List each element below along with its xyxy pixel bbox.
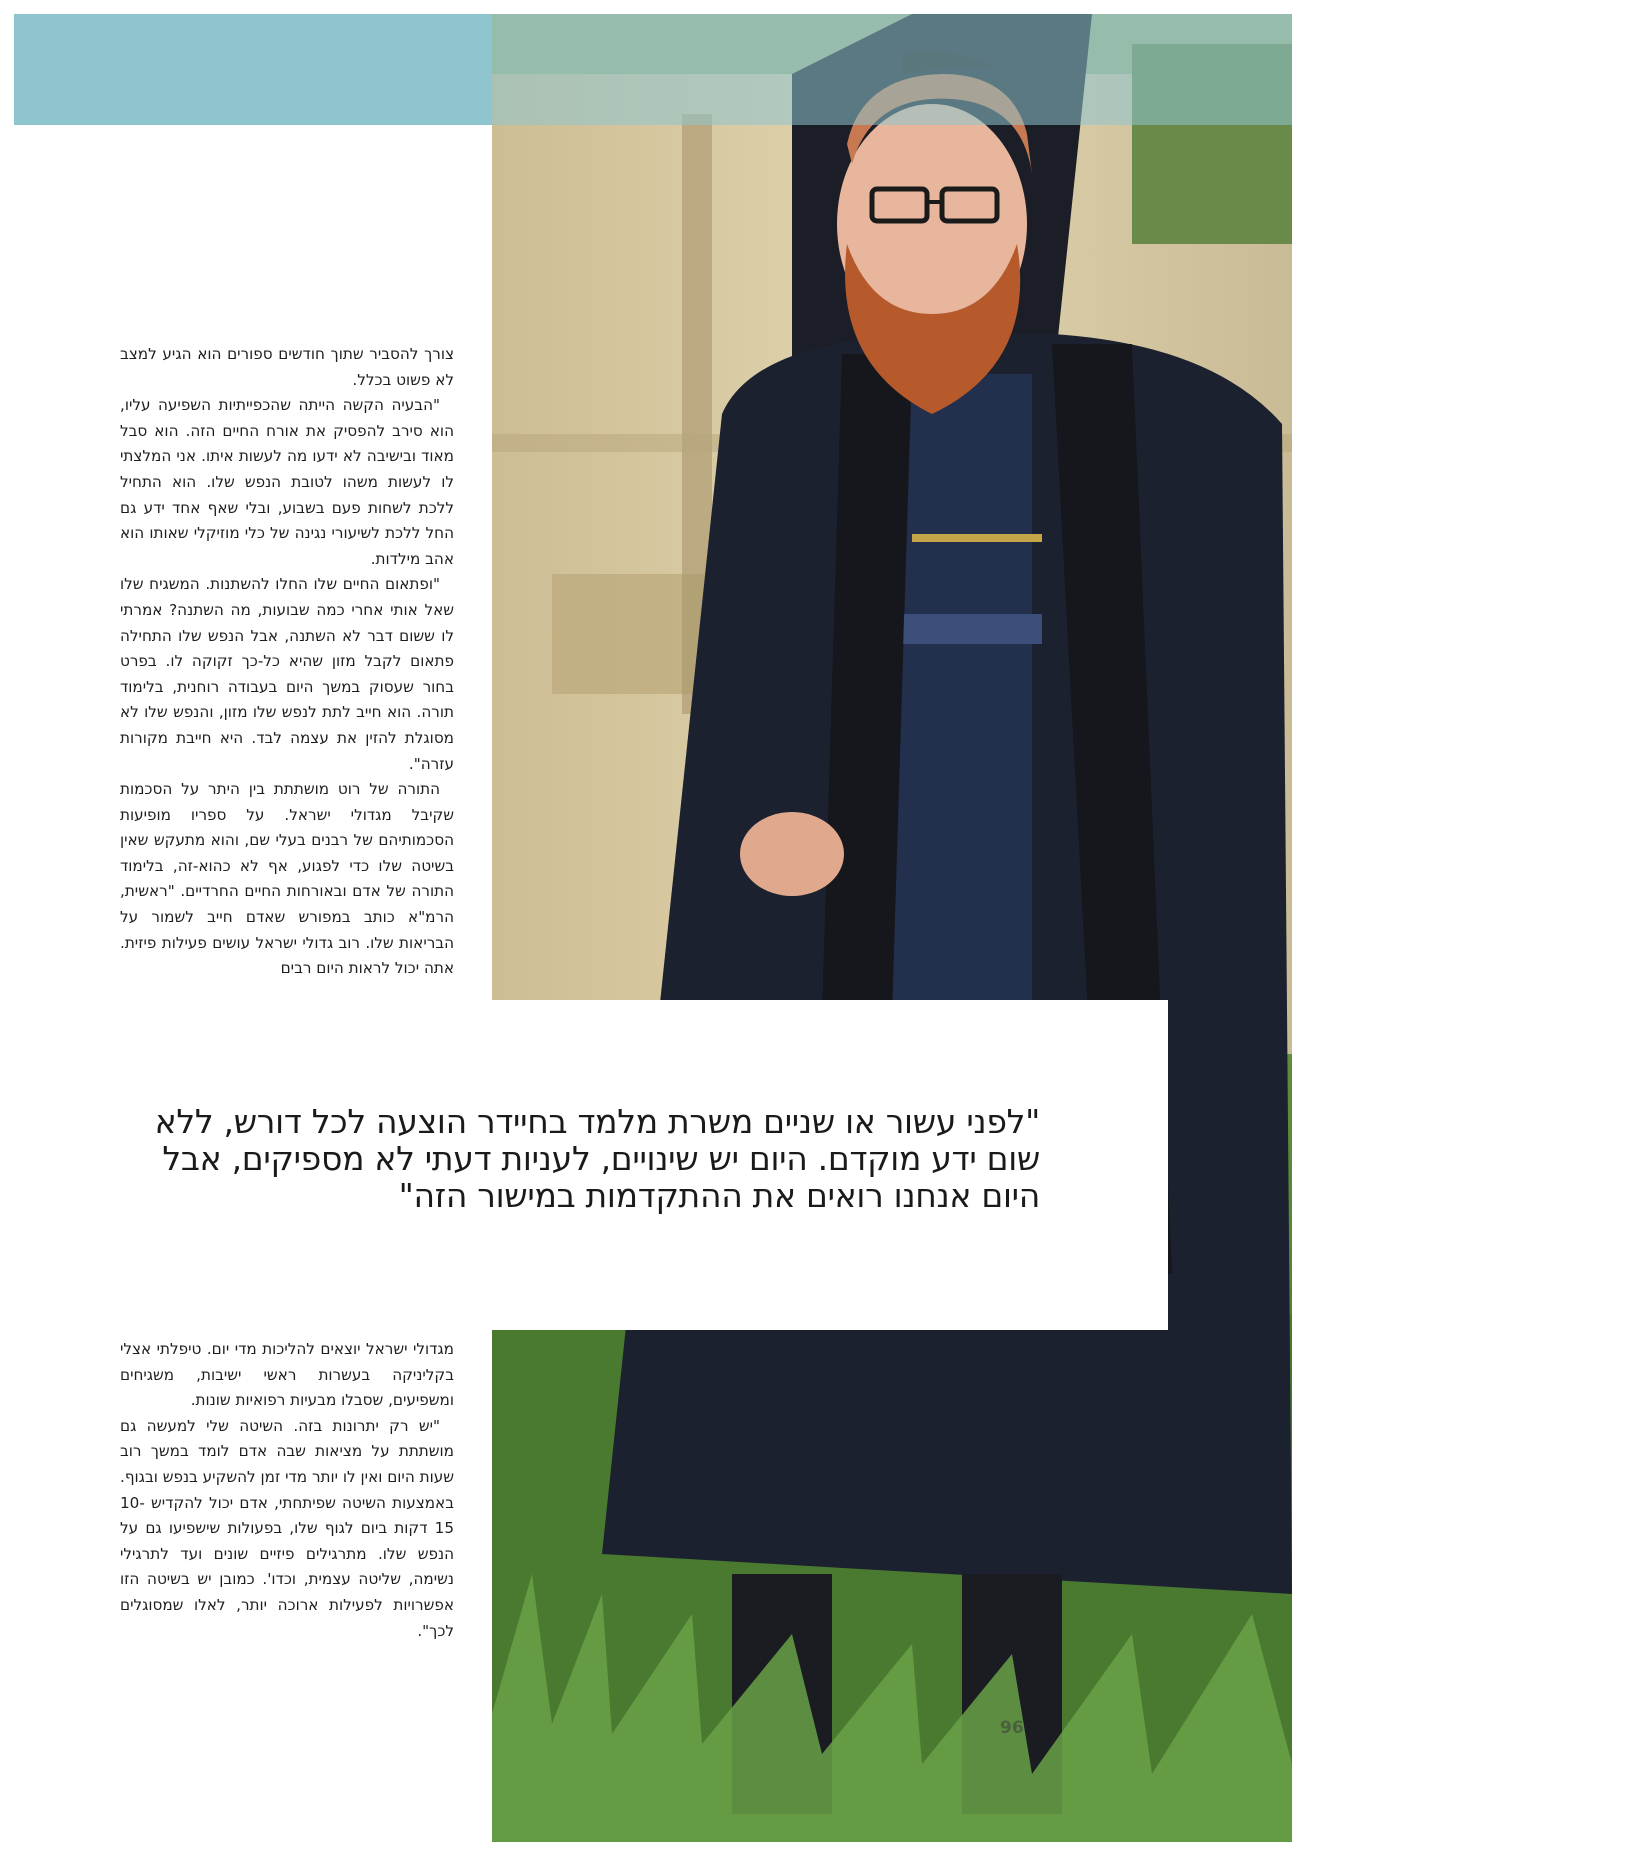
portrait-photo <box>492 14 1292 1842</box>
paragraph: "ופתאום החיים שלו החלו להשתנות. המשגיח שלו שאל אותי אחרי כמה שבועות, מה השתנה? אמרתי לו ששום דבר לא השתנה, אבל הנפש שלו התחילה פתאום לקבל מזון שהיא כל-כך זקוקה לו. בפרט בחור שעסוק במשך היום בעבודה רוחנית, בלימוד תורה. הוא חייב לתת לנפש שלו מזון, והנפש שלו לא מסוגלת להזין את עצמה לבד. היא חייבת מקורות עזרה". <box>120 575 454 773</box>
paragraph: התורה של רוט מושתתת בין היתר על הסכמות שקיבל מגדולי ישראל. על ספריו מופיעות הסכמותיהם של רבנים בעלי שם, והוא מתעקש שאין בשיטה שלו כדי לפגוע, אף לא כהוא-זה, בלימוד התורה של אדם ובאורחות החיים החרדיים. "ראשית, הרמ"א כותב במפורש שאדם חייב לשמור על הבריאות שלו. רוב גדולי ישראל עושים פעילות פיזית. אתה יכול לראות היום רבים <box>120 780 454 978</box>
paragraph: מגדולי ישראל יוצאים להליכות מדי יום. טיפלתי אצלי בקליניקה בעשרות ראשי ישיבות, משגיחים ומשפיעים, שסבלו מבעיות רפואיות שונות. <box>120 1340 454 1410</box>
article-column-top <box>120 342 454 982</box>
pull-quote: "לפני עשור או שניים משרת מלמד בחיידר הוצעה לכל דורש, ללא שום ידע מוקדם. היום יש שינויים, לעניות דעתי לא מספיקים, אבל היום אנחנו רואים את ההתקדמות במישור הזה" <box>154 1102 1040 1215</box>
paragraph: "יש רק יתרונות בזה. השיטה שלי למעשה גם מושתתת על מציאות שבה אדם לומד במשך רוב שעות היום ואין לו יותר מדי זמן להשקיע בנפש ובגוף. באמצעות השיטה שפיתחתי, אדם יכול להקדיש 10-15 דקות ביום לגוף שלו, בפעולות שישפיעו גם על הנפש שלו. מתרגילים פיזיים שונים ועד לתרגילי נשימה, שליטה עצמית, וכדו'. כמובן יש בשיטה הזו אפשרויות לפעילות ארוכה יותר, לאלו שמסוגלים לכך". <box>120 1416 454 1640</box>
paragraph: "הבעיה הקשה הייתה שהכפייתיות השפיעה עליו, הוא סירב להפסיק את אורח החיים הזה. הוא סבל מאוד ובישיבה לא ידעו מה לעשות איתו. אני המלצתי לו לעשות משהו לטובת הנפש שלו. הוא התחיל ללכת לשחות פעם בשבוע, ובלי שאף אחד ידע גם החל ללכת לשיעורי נגינה של כלי מוזיקלי שאותו הוא אהב מילדות. <box>120 396 454 568</box>
page-number: 96 <box>1000 1718 1024 1738</box>
pull-quote-box <box>120 1000 1168 1330</box>
photo-tint-band <box>492 14 1292 125</box>
portrait-illustration <box>492 14 1292 1842</box>
article-column-bottom <box>120 1337 454 1644</box>
paragraph: צורך להסביר שתוך חודשים ספורים הוא הגיע למצב לא פשוט בכלל. <box>120 345 454 389</box>
decorative-color-band <box>14 14 492 125</box>
